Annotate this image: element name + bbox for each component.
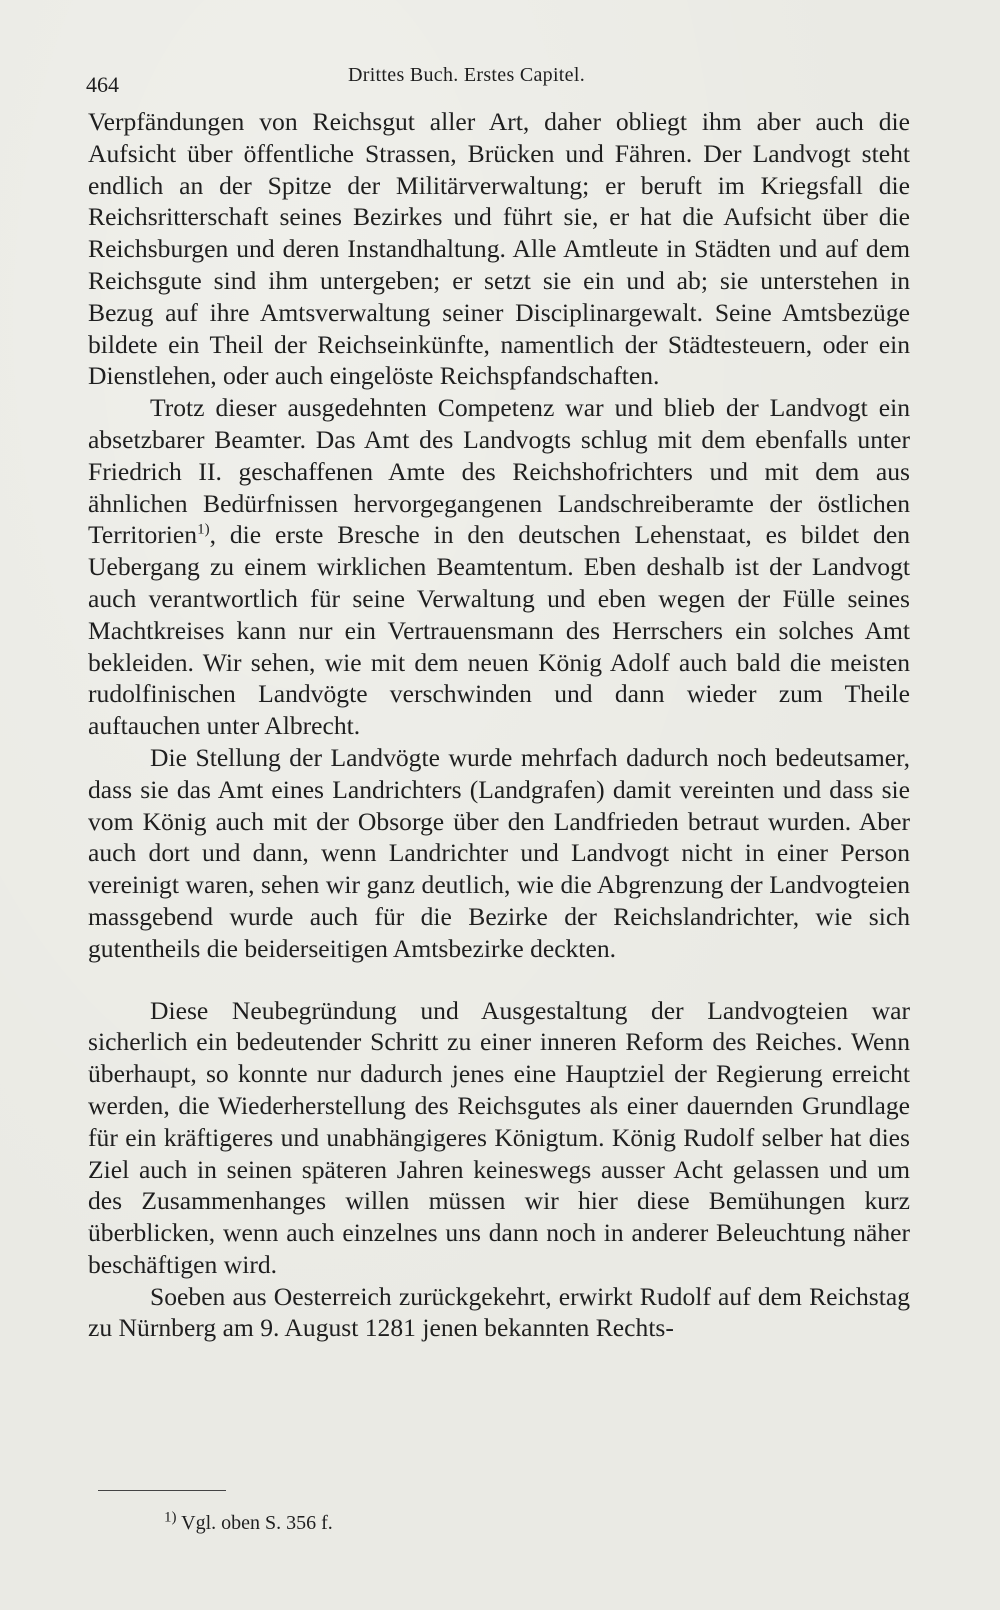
footnote-text: Vgl. oben S. 356 f. <box>181 1512 333 1534</box>
section-gap <box>88 965 910 995</box>
paragraph-3: Die Stellung der Landvögte wurde mehrfach dadurch noch bedeutsamer, dass sie das Amt eines Landrichters (Landgrafen) damit vereinten und dass sie vom König auch mit der Obsorge über den Landfrieden betraut wurden. Aber auch dort und dann, wenn Landrichter und Landvogt nicht in einer Person vereinigt waren, sehen wir ganz deutlich, wie die Abgrenzung der Landvogteien massgebend wurde auch für die Bezirke der Reichslandrichter, wie sich gutentheils die beiderseitigen Amtsbezirke deckten. <box>88 742 910 963</box>
page-header <box>86 62 916 98</box>
footnote-divider <box>98 1490 226 1491</box>
paragraph-2-text-after-note: , die erste Bresche in den deutschen Lehenstaat, es bildet den Uebergang zu einem wirklichen Beamtentum. Eben deshalb ist der Landvogt auch verantwortlich für seine Verwaltung und eben wegen der Fülle seines Machtkreises kann nur ein Vertrauensmann des Herrschers ein solches Amt bekleiden. Wir sehen, wie mit dem neuen König Adolf auch bald die meisten rudolfinischen Landvögte verschwinden und dann wieder zum Theile auftauchen unter Albrecht. <box>88 520 910 741</box>
running-head: Drittes Buch. Erstes Capitel. <box>348 64 585 86</box>
paragraph-4: Diese Neubegründung und Ausgestaltung der Landvogteien war sicherlich ein bedeutender Schritt zu einer inneren Reform des Reiches. Wenn überhaupt, so konnte nur dadurch jenes eine Hauptziel der Regierung erreicht werden, die Wiederherstellung des Reichsgutes als einer dauernden Grundlage für ein kräftigeres und unabhängigeres Königtum. König Rudolf selber hat dies Ziel auch in seinen späteren Jahren keineswegs ausser Acht gelassen und um des Zusammenhanges willen müssen wir hier diese Bemühungen kurz überblicken, wenn auch einzelnes uns dann noch in anderer Beleuchtung näher beschäftigen wird. <box>88 995 910 1279</box>
paragraph-5: Soeben aus Oesterreich zurückgekehrt, erwirkt Rudolf auf dem Reichstag zu Nürnberg am 9. August 1281 jenen bekannten Rechts- <box>88 1281 910 1343</box>
footnote-mark: 1) <box>164 1509 177 1526</box>
page-number: 464 <box>86 72 119 97</box>
paragraph-2-text-before-note: Trotz dieser ausgedehnten Competenz war und blieb der Landvogt ein absetzbarer Beamter. Das Amt des Landvogts schlug mit dem ebenfalls unter Friedrich II. geschaffenen Amte des Reichshofrichters und mit dem aus ähnlichen Bedürfnissen hervorgegangenen Landschreiberamte der östlichen Territorien <box>88 393 910 550</box>
paragraph-1: Verpfändungen von Reichsgut aller Art, daher obliegt ihm aber auch die Aufsicht über öffentliche Strassen, Brücken und Fähren. Der Landvogt steht endlich an der Spitze der Militärverwaltung; er beruft im Kriegsfall die Reichsritterschaft seines Bezirkes und führt sie, er hat die Aufsicht über die Reichsburgen und deren Instandhaltung. Alle Amtleute in Städten und auf dem Reichsgute sind ihm untergeben; er setzt sie ein und ab; sie unterstehen in Bezug auf ihre Amtsverwaltung seiner Disciplinargewalt. Seine Amtsbezüge bildete ein Theil der Reichseinkünfte, namentlich der Städtesteuern, oder ein Dienstlehen, oder auch eingelöste Reichspfandschaften. <box>88 107 910 391</box>
footnote <box>164 1509 333 1535</box>
body-text <box>88 106 910 1344</box>
paragraph-2 <box>88 392 910 742</box>
footnote-reference: 1) <box>197 521 210 538</box>
